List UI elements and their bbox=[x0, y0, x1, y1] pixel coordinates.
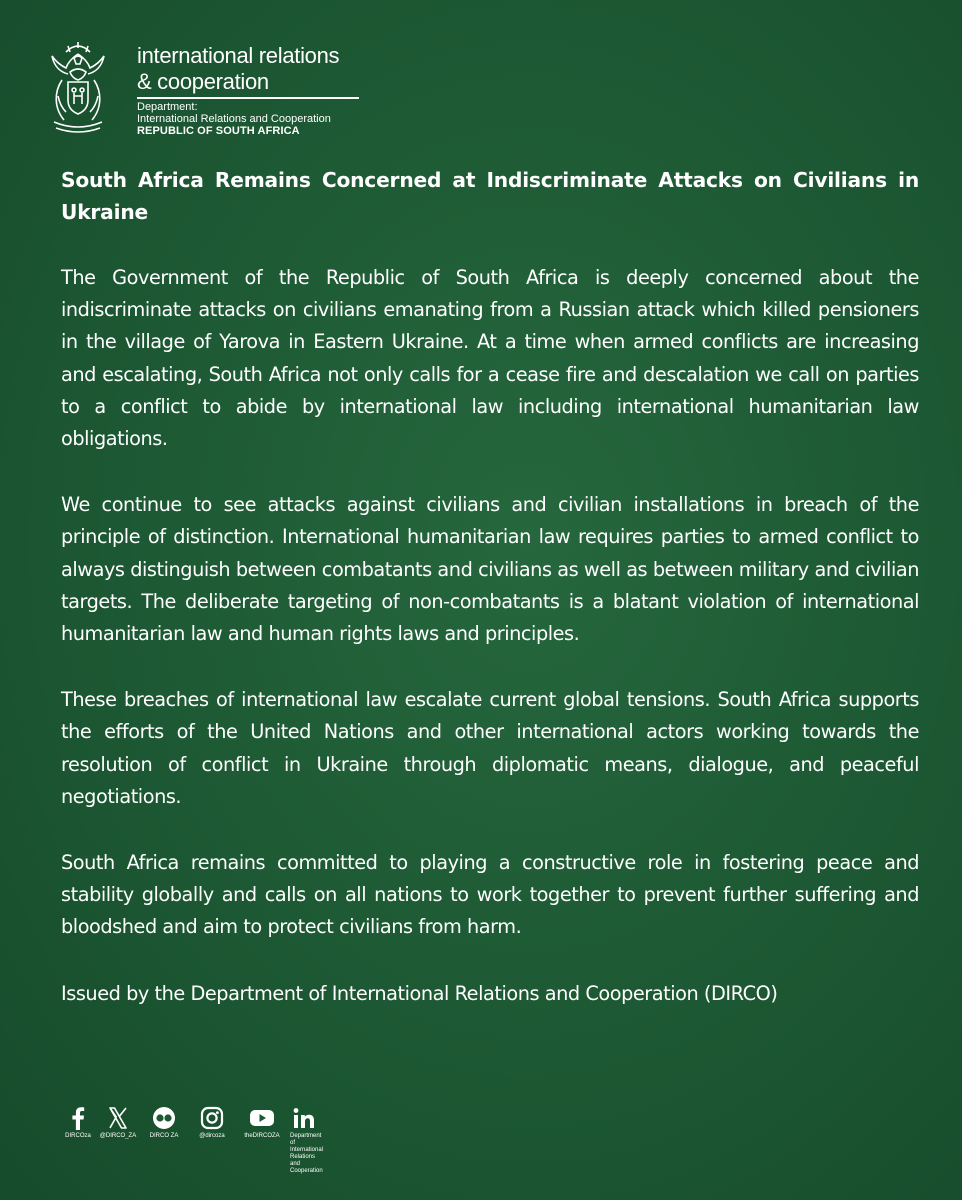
youtube-handle: theDIRCOZA bbox=[244, 1133, 280, 1139]
social-x[interactable] bbox=[92, 1106, 144, 1140]
facebook-handle: DIRCOza bbox=[65, 1133, 91, 1139]
instagram-handle: @dircoza bbox=[199, 1133, 225, 1139]
flickr-icon bbox=[152, 1106, 176, 1130]
statement-body bbox=[61, 164, 919, 1010]
linkedin-handle: Department of International Relations and Cooperation bbox=[290, 1133, 324, 1174]
issued-by: Issued by the Department of International Relations and Cooperation (DIRCO) bbox=[61, 981, 778, 1005]
x-icon bbox=[107, 1106, 129, 1130]
department-name-line1: international relations bbox=[137, 43, 340, 68]
linkedin-icon bbox=[292, 1106, 316, 1130]
department-header bbox=[48, 40, 368, 144]
header-divider bbox=[137, 97, 359, 99]
flickr-handle: DIRCO ZA bbox=[149, 1133, 179, 1139]
coat-of-arms-icon bbox=[48, 40, 108, 136]
social-flickr[interactable] bbox=[138, 1106, 190, 1140]
statement-paragraph-4: South Africa remains committed to playing a constructive role in fostering peace and stability globally and calls on all nations to work together to prevent further suffering and bloodshed and aim to protect civilians from harm. bbox=[61, 851, 919, 939]
statement-title: South Africa Remains Concerned at Indiscriminate Attacks on Civilians in Ukraine bbox=[61, 168, 919, 224]
statement-paragraph-3: These breaches of international law escalate current global tensions. South Africa supports the efforts of the United Nations and other international actors working towards the resolution of conflict in Ukraine through diplomatic means, dialogue, and peaceful negotiations. bbox=[61, 688, 919, 808]
statement-paragraph-2: We continue to see attacks against civilians and civilian installations in breach of the principle of distinction. International humanitarian law requires parties to armed conflict to always distinguish between combatants and civilians as well as between military and civilian targets. The deliberate targeting of non-combatants is a blatant violation of international humanitarian law and human rights laws and principles. bbox=[61, 493, 919, 646]
x-handle: @DIRCO_ZA bbox=[99, 1133, 137, 1139]
facebook-icon bbox=[67, 1106, 89, 1130]
republic-name: REPUBLIC OF SOUTH AFRICA bbox=[137, 125, 300, 137]
youtube-icon bbox=[249, 1106, 275, 1130]
social-linkedin[interactable] bbox=[278, 1106, 330, 1175]
instagram-icon bbox=[200, 1106, 224, 1130]
social-instagram[interactable] bbox=[186, 1106, 238, 1140]
department-label: Department: bbox=[137, 101, 198, 113]
statement-paragraph-1: The Government of the Republic of South Africa is deeply concerned about the indiscriminate attacks on civilians emanating from a Russian attack which killed pensioners in the village of Yarova in Eastern Ukraine. At a time when armed conflicts are increasing and escalating, South Africa not only calls for a cease fire and descalation we call on parties to a conflict to abide by international law including international humanitarian law obligations. bbox=[61, 266, 919, 451]
department-name-line2: & cooperation bbox=[137, 69, 269, 94]
department-full-name: International Relations and Cooperation bbox=[137, 113, 331, 125]
